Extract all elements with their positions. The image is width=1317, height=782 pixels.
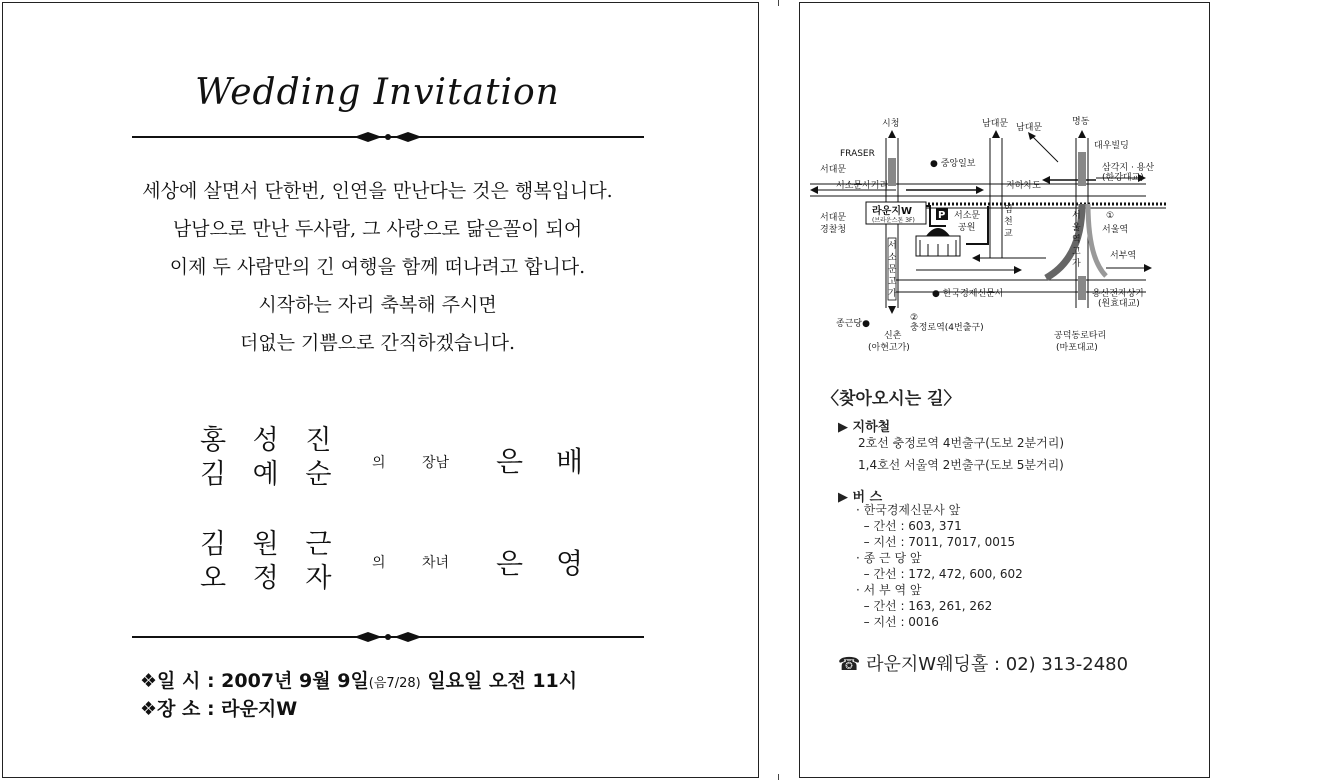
map-arrowhead xyxy=(992,130,1000,138)
map-label: (마포대교) xyxy=(1056,343,1098,353)
map-arrowhead xyxy=(1014,266,1022,274)
map-label: (아현고가) xyxy=(868,343,910,353)
subway-item: 1,4호선 서울역 2번출구(도보 5분거리) xyxy=(858,458,1064,472)
wedding-date xyxy=(140,666,577,693)
bride-of: 의 xyxy=(372,555,386,571)
map-overpass xyxy=(1078,152,1086,186)
message-line: 더없는 기쁨으로 간직하겠습니다. xyxy=(239,332,516,354)
map-overpass xyxy=(888,158,896,186)
venue-phone: ☎ 라운지W웨딩홀 : 02) 313-2480 xyxy=(838,654,1129,675)
map-arrowhead xyxy=(1042,176,1050,184)
venue-building xyxy=(916,228,960,256)
map-arrowhead xyxy=(972,254,980,262)
groom-parents xyxy=(200,424,340,492)
map-label: 공덕동로타리 xyxy=(1054,331,1107,341)
venue-sublabel: (브라운스톤 3F) xyxy=(872,217,915,224)
map-label: 서 xyxy=(888,241,897,251)
map-arrowhead xyxy=(888,130,896,138)
map-label: FRASER xyxy=(840,149,875,159)
map-label: 울 xyxy=(1072,223,1081,233)
date-lunar: (음7/28) xyxy=(368,676,421,691)
map-label: 서소문 xyxy=(954,211,981,221)
bus-item: – 간선 : 603, 371 xyxy=(856,519,962,533)
groom-relation: 장남 xyxy=(422,455,450,471)
map-arrowhead xyxy=(1144,264,1152,272)
map-label: 서대문 xyxy=(820,165,847,175)
invitation-title: Wedding Invitation xyxy=(195,72,560,113)
map-label: 역 xyxy=(1072,235,1081,245)
bride-name: 은 영 xyxy=(496,547,595,580)
map-label: 고 xyxy=(888,277,897,287)
venue-label: 라운지W xyxy=(872,206,913,217)
date-rest: 일요일 오전 11시 xyxy=(420,670,578,692)
map-label: 문 xyxy=(888,265,897,275)
bus-item: · 종 근 당 앞 xyxy=(856,551,922,565)
bride-mother: 오 정 자 xyxy=(200,563,341,594)
map-label: 경찰청 xyxy=(820,225,847,235)
invitation-panel xyxy=(2,2,759,778)
map-label: 명동 xyxy=(1072,117,1090,127)
map-label: 지하차도 xyxy=(1006,181,1041,191)
groom-father: 홍 성 진 xyxy=(200,425,341,456)
bus-heading: ▶ 버 스 xyxy=(838,490,883,505)
bride-parents xyxy=(200,528,340,596)
map-label: (한강대교) xyxy=(1102,173,1144,183)
fold-mark-top xyxy=(778,0,779,6)
map-label: 종근당● xyxy=(836,319,870,329)
message-line: 시작하는 자리 축복해 주시면 xyxy=(258,294,497,316)
map-label: 천 xyxy=(1004,217,1013,227)
map-label: ● 한국경제신문사 xyxy=(932,289,1004,299)
bus-list xyxy=(856,502,1023,630)
map-label: ① xyxy=(1106,211,1115,221)
map-arrowhead xyxy=(888,306,896,314)
map-label: 대우빌딩 xyxy=(1094,141,1129,151)
map-label: 서소문사거리 xyxy=(836,181,889,191)
subway-item: 2호선 충정로역 4번출구(도보 2분거리) xyxy=(858,436,1065,450)
map-road xyxy=(1032,136,1058,162)
map-label: 고 xyxy=(1072,247,1081,257)
map-label: 충정로역(4번출구) xyxy=(910,323,984,333)
map-label: 신촌 xyxy=(884,331,902,341)
bride-father: 김 원 근 xyxy=(200,529,341,560)
bus-item: – 간선 : 172, 472, 600, 602 xyxy=(856,567,1023,581)
map-label: 교 xyxy=(1004,229,1013,239)
message-line: 이제 두 사람만의 긴 여행을 함께 떠나려고 합니다. xyxy=(169,256,586,278)
subway-heading: ▶ 지하철 xyxy=(838,420,891,435)
map-label: (원효대교) xyxy=(1098,299,1140,309)
map-label: 삼각지 · 용산 xyxy=(1102,163,1155,173)
map-label: 소 xyxy=(888,253,897,263)
message-line: 세상에 살면서 단한번, 인연을 만난다는 것은 행복입니다. xyxy=(142,180,613,202)
map-label: 서부역 xyxy=(1110,251,1137,261)
directions-title: 〈찾아오시는 길〉 xyxy=(822,389,961,409)
groom-of: 의 xyxy=(372,455,386,471)
bus-item: · 서 부 역 앞 xyxy=(856,583,922,597)
map-label: 염 xyxy=(1004,205,1013,215)
bride-relation: 차녀 xyxy=(422,555,450,571)
date-label: ❖일 시 : 2007년 9월 9일 xyxy=(140,670,369,692)
map-label: 가 xyxy=(888,289,897,299)
groom-mother: 김 예 순 xyxy=(200,459,341,490)
map-label: 서울역 xyxy=(1102,225,1129,235)
map-arrowhead xyxy=(976,186,984,194)
map-label: ● 중앙일보 xyxy=(930,159,976,169)
map-arrowhead xyxy=(1078,130,1086,138)
map-label: 서 xyxy=(1072,211,1081,221)
map-label: 가 xyxy=(1072,259,1081,269)
map-label: 남대문 xyxy=(982,119,1009,129)
fold-mark-bottom xyxy=(778,774,779,780)
map-overpass xyxy=(1078,276,1086,300)
map-arrowhead xyxy=(810,186,818,194)
map-label: ② xyxy=(910,313,919,323)
bus-item: – 지선 : 0016 xyxy=(856,615,939,629)
map-label: 공원 xyxy=(958,223,976,233)
bus-item: – 지선 : 7011, 7017, 0015 xyxy=(856,535,1016,549)
parking-label: P xyxy=(938,210,946,221)
wedding-place: ❖장 소 : 라운지W xyxy=(140,698,298,720)
message-line: 남남으로 만난 두사람, 그 사랑으로 닮은꼴이 되어 xyxy=(172,218,583,240)
map-overpass-curve xyxy=(1088,204,1106,276)
ornament-divider-top xyxy=(132,130,644,144)
ornament-divider-bottom xyxy=(132,630,644,644)
location-map xyxy=(806,108,1170,378)
bus-item: · 한국경제신문사 앞 xyxy=(856,503,961,517)
bus-item: – 간선 : 163, 261, 262 xyxy=(856,599,993,613)
map-label: 용산전자상가 xyxy=(1092,289,1145,299)
map-label: 서대문 xyxy=(820,213,847,223)
map-label: 시청 xyxy=(882,119,900,129)
groom-name: 은 배 xyxy=(496,445,595,478)
invitation-message xyxy=(0,172,755,362)
map-label: 남대문 xyxy=(1016,123,1043,133)
